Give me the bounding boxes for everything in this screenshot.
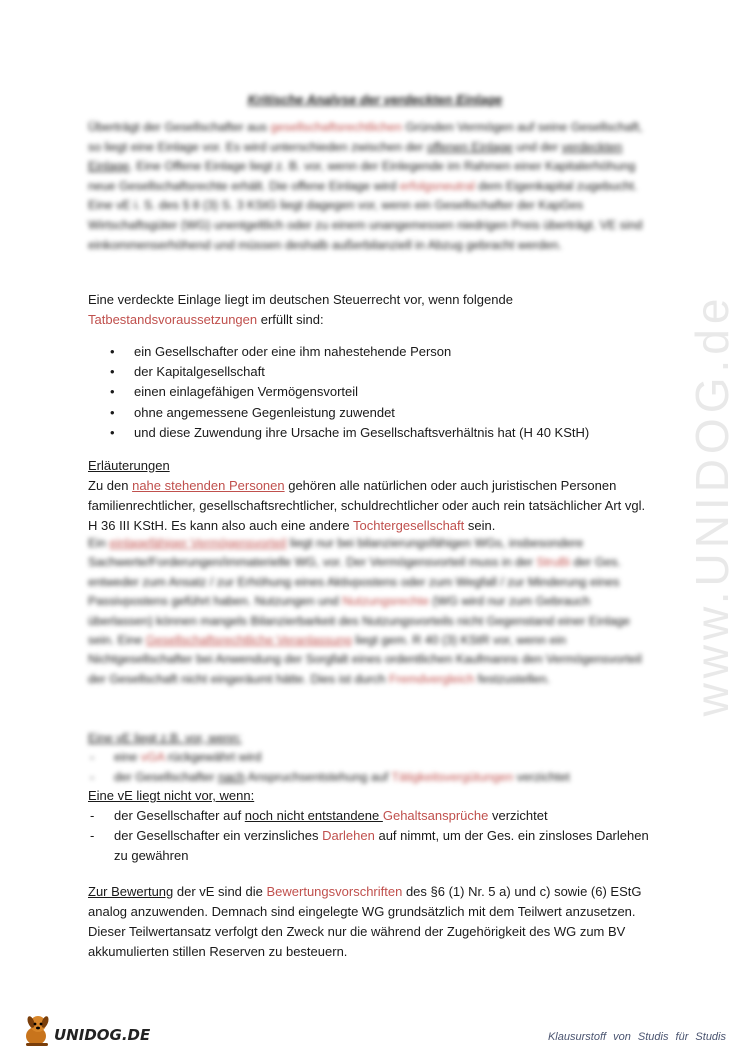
no-ve-list xyxy=(88,806,658,866)
erlaeuterungen-text xyxy=(88,476,658,536)
text-run: offenen Einlage xyxy=(426,139,513,154)
text-run: und der xyxy=(512,139,562,154)
page-title: Kritische Analyse der verdeckten Einlage xyxy=(247,92,503,107)
text-run: der Ges. entweder zum Ansatz / zur Erhöhung eines Aktivpostens oder zum Wegfall / zur Minderung eines Passivpostens geführt haben. Nutzungen und xyxy=(88,555,622,609)
list-item: • der Kapitalgesellschaft xyxy=(88,362,648,382)
no-ve-heading: Eine vE liegt nicht vor, wenn: xyxy=(88,788,255,803)
text-run: liegt nur bei bilanzierungsfähigen WGs, insbesondere Sachwerte/Forderungen/immaterielle WG, vor. Der Vermögensvorteil muss in der xyxy=(88,536,584,570)
intro-paragraph xyxy=(88,118,654,255)
no-ve-section xyxy=(88,786,658,866)
blurred-list-section xyxy=(88,729,658,787)
text-run: Überträgt der Gesellschafter aus xyxy=(88,120,271,134)
text-run: der Gesellschafter xyxy=(114,769,218,784)
blurred-list-heading: Eine vE liegt z.B. vor, wenn: xyxy=(88,731,242,745)
text-run: Darlehen xyxy=(322,828,375,843)
text-run: der Gesellschafter auf xyxy=(114,808,245,823)
text-run: StruBi xyxy=(536,555,571,570)
text-run: nahe stehenden Personen xyxy=(132,478,285,493)
list-item xyxy=(88,768,658,787)
text-run: Anspruchsentstehung auf xyxy=(244,769,392,784)
definition-paragraph xyxy=(88,290,658,330)
text-run: Zu den xyxy=(88,478,133,493)
text-run: Tätigkeitsvergütungen xyxy=(391,769,514,784)
text-run: auf nimmt, um der Ges. ein zinsloses Darlehen zu gewähren xyxy=(114,828,649,863)
list-item xyxy=(88,748,658,767)
unidog-logo xyxy=(20,1010,180,1050)
blurred-list xyxy=(88,748,658,787)
text-run: Gründen Vermögen auf seine Gesellschaft, so liegt eine Einlage vor. Es wird unterschieden zwischen der xyxy=(88,120,643,154)
text-run: der Gesellschafter ein verzinsliches xyxy=(114,828,323,843)
bewertung-paragraph xyxy=(88,882,658,962)
text-run: des §6 (1) Nr. 5 a) und c) sowie (6) EStG analog anzuwenden. Demnach sind eingelegte WG grundsätzlich mit dem Teilwert anzusetzen. Dieser Teilwertansatz verfolgt den Zweck nur die während der Zugehörigkeit des WG zum BV akkumulierten stillen Reserven zu besteuern. xyxy=(88,884,642,959)
text-run: verdeckten Einlage xyxy=(88,139,623,174)
text-run: Ein xyxy=(88,536,110,550)
text-run: sein. xyxy=(464,518,496,533)
dog-mascot-icon xyxy=(20,1010,180,1050)
list-item: • ohne angemessene Gegenleistung zuwendet xyxy=(88,403,648,423)
text-run: erfolgsneutral xyxy=(399,178,475,193)
text-run: nach xyxy=(218,769,245,784)
text-run: dem Eigenkapital zugebucht. Eine vE i. S. des § 8 (3) S. 3 KStG liegt dagegen vor, wenn ein Gesellschafter der KapGes Wirtschaftsgüter (WG) unentgeltlich oder zu einem unangemessen niedrigen Preis überträgt. VE sind einkommenserhöhend und müssen deshalb außerbilanziell in Abzug gebracht werden. xyxy=(88,178,643,252)
list-item: • und diese Zuwendung ihre Ursache im Gesellschaftsverhältnis hat (H 40 KStH) xyxy=(88,423,648,443)
text-run: Nutzungsrechte xyxy=(342,594,429,609)
text-run: Gehaltsansprüche xyxy=(382,808,489,823)
text-run: gesellschaftsrechtlichen xyxy=(270,120,403,134)
erlaeuterungen-heading: Erläuterungen xyxy=(88,458,170,473)
text-run: Zur Bewertung xyxy=(88,884,174,899)
erlaeuterungen-section xyxy=(88,456,658,536)
text-run: (WG wird nur zum Gebrauch überlassen) können mangels Bilanzierbarkeit des Nutzungsvorteils nicht Gegenstand einer Einlage sein. Eine xyxy=(88,594,631,648)
blurred-explanation xyxy=(88,534,658,689)
text-run: Gesellschaftsrechtliche Veranlassung xyxy=(145,633,352,648)
text-run: verzichtet xyxy=(488,808,548,823)
text-run: Eine verdeckte Einlage liegt im deutschen Steuerrecht vor, wenn folgende xyxy=(88,292,513,307)
text-run: einlagefähiger Vermögensvorteil xyxy=(109,536,287,550)
text-run: der vE sind die xyxy=(173,884,267,899)
text-run: erfüllt sind: xyxy=(257,312,324,327)
text-run: Tochtergesellschaft xyxy=(352,518,465,533)
text-run: rückgewährt wird xyxy=(164,750,262,765)
requirements-list xyxy=(88,342,648,443)
text-run: verzichtet xyxy=(513,769,570,784)
footer-tagline: Klausurstoff von Studis für Studis xyxy=(547,1031,726,1043)
watermark-text: www.UNIDOG.de xyxy=(686,293,738,717)
list-item: • einen einlagefähigen Vermögensvorteil xyxy=(88,382,648,402)
text-run: vGA xyxy=(140,750,165,765)
list-item: • ein Gesellschafter oder eine ihm nahestehende Person xyxy=(88,342,648,362)
text-run: eine xyxy=(114,750,141,765)
list-item xyxy=(88,826,658,866)
watermark xyxy=(682,285,742,725)
list-item xyxy=(88,806,658,826)
text-run: Tatbestandsvoraussetzungen xyxy=(88,312,258,327)
text-run: liegt gem. R 40 (3) KStR vor, wenn ein Nichtgesellschafter bei Anwendung der Sorgfalt eines ordentlichen Kaufmanns den Vermögensvorteil der Gesellschaft nicht eingeräumt hätte. Dies ist durch xyxy=(88,633,642,686)
text-run: gehören alle natürlichen oder auch juristischen Personen familienrechtlicher, gesellschaftsrechtlicher, schuldrechtlicher oder auch rein tatsächlicher Art vgl. H 36 III KStH. Es kann also auch eine andere xyxy=(88,478,646,533)
text-run: Bewertungsvorschriften xyxy=(266,884,403,899)
text-run: festzustellen. xyxy=(474,671,551,686)
text-run: . Eine Offene Einlage liegt z. B. vor, wenn der Einlegende im Rahmen einer Kapitalerhöhung neue Gesellschaftsrechte erhält. Die offene Einlage wird xyxy=(88,159,636,193)
text-run: noch nicht entstandene xyxy=(244,808,383,823)
logo-text: UNIDOG.DE xyxy=(54,1026,151,1044)
text-run: Fremdvergleich xyxy=(388,671,475,686)
